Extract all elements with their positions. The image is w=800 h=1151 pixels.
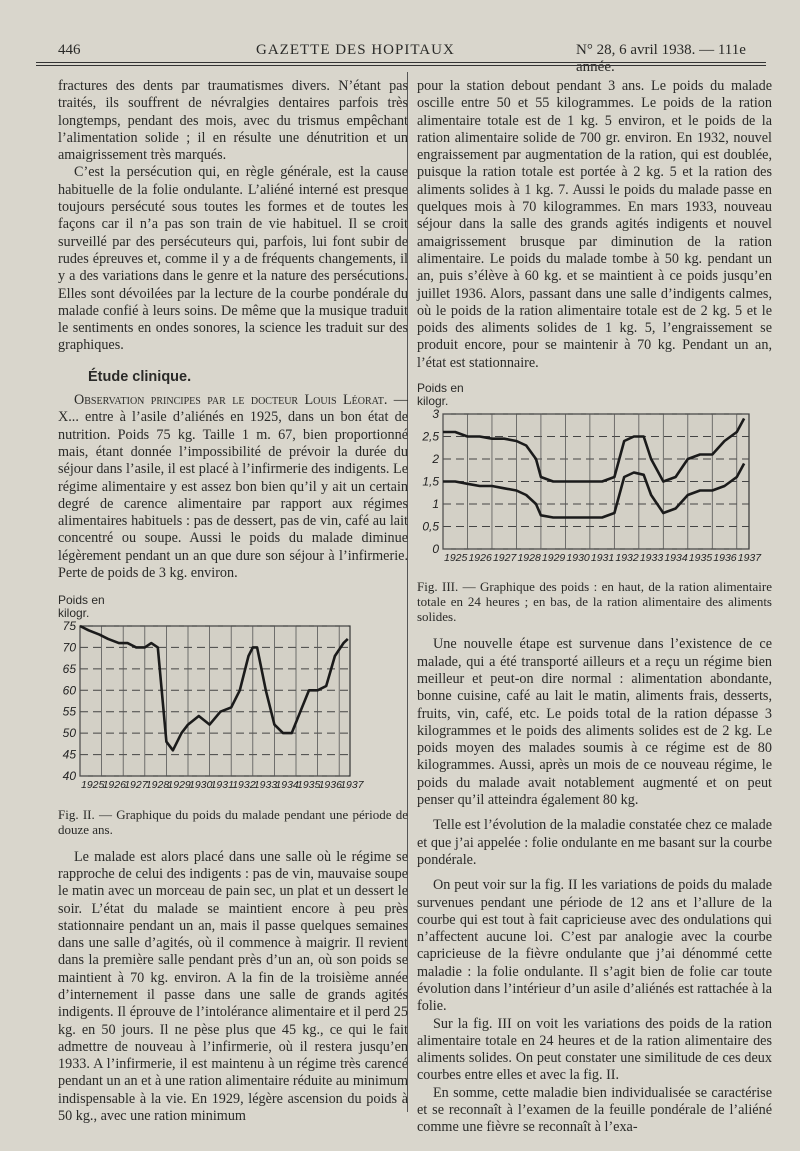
left-column (58, 78, 408, 1125)
fig2-xtick-label: 1926 (102, 779, 126, 792)
page-header (36, 38, 776, 75)
fig2-ytick-label: 55 (62, 705, 76, 720)
fig3-ylabel-line2: kilogr. (417, 394, 449, 409)
fig3-xtick-label: 1928 (517, 552, 541, 565)
fig3-caption: Fig. III. — Graphique des poids : en haut, de la ration alimentaire totale en 24 heures ; en bas, de la ration alimentaire des aliments solides. (417, 579, 772, 625)
fig2-plot-area (80, 626, 350, 776)
fig2-ytick-label: 75 (62, 619, 76, 634)
fig2-xtick-label: 1936 (318, 779, 342, 792)
fig3-xtick-label: 1929 (541, 552, 566, 565)
paragraph: En somme, cette maladie bien individualisée se caractérise et se reconnaît à l’examen de la feuille pondérale de l’aliéné comme une fièvre se reconnaît à l’exa- (417, 1084, 772, 1136)
issue-info: N° 28, 6 avril 1938. — 111e année. (576, 42, 746, 75)
fig3-xtick-label: 1935 (688, 552, 713, 565)
fig3-ytick-label: 0 (432, 542, 439, 557)
paragraph: Une nouvelle étape est survenue dans l’existence de ce malade, qui a été transporté ailleurs et a reçu un régime bien meilleur et peut-on dire normal : alimentation abondante, bonne cuisine, café au lait le matin, aliments frais, desserts, fruits, vin, café, etc. Le poids total de la ration dépasse 3 kilogrammes et le poids des aliments solides est de 2 kg. Le poids moyen des malades soumis à ce régime est de 80 kilogrammes. Aussi, après un mois de ce nouveau régime, le poids du malade avait notablement augmenté et on peut penser qu’il atteindra également 80 kg. (417, 636, 772, 809)
fig3-ylabel (417, 382, 772, 408)
fig2-xtick-label: 1937 (340, 779, 364, 792)
fig3-xtick-label: 1932 (615, 552, 639, 565)
fig2-ylabel-line1: Poids en (58, 593, 105, 608)
fig3-xtick-label: 1926 (468, 552, 492, 565)
fig3-chart (417, 407, 762, 568)
observation-lead: Observation principes par le docteur Louis Léorat. — (74, 392, 408, 409)
fig2-xtick-label: 1928 (145, 779, 170, 792)
fig2-chart (58, 619, 364, 795)
paragraph: On peut voir sur la fig. II les variations de poids du malade survenues pendant une période de 12 ans et l’allure de la courbe qui est tout à fait capricieuse avec des ondulations qui n’affectent aucune loi. C’est par analogie avec la courbe capricieuse de la fièvre ondulante que j’ai dénommé cette maladie : la folie ondulante. Il s’agit bien de folie car toute évolution dans l’intérieur d’un asile d’aliénés est rattachée à la folie. (417, 877, 772, 1015)
fig2-caption: Fig. II. — Graphique du poids du malade pendant une période de douze ans. (58, 806, 408, 837)
figure-3 (417, 382, 772, 624)
fig2-xtick-label: 1927 (124, 779, 148, 792)
fig3-ytick-label: 2 (432, 452, 439, 467)
fig3-ylabel-line1: Poids en (417, 381, 464, 396)
fig3-xtick-label: 1930 (566, 552, 590, 565)
fig3-ytick-label: 0,5 (422, 519, 439, 534)
paragraph: Le malade est alors placé dans une salle où le régime se rapproche de celui des indigents : pas de vin, mauvaise soupe le matin avec un morceau de pain sec, un plat et un dessert le soir. L’état du malade se maintient encore à peu près stationnaire pendant un an, mais il passe quelques semaines dans une salle d’agités, où il commence à maigrir. Il revient dans la première salle pendant près d’un an, où son poids se maintient à 70 kg. environ. A la fin de la troisième année d’internement il passe dans une salle de grands agités indigents. Il éprouve de l’intolérance alimentaire et il perd 25 kg. en 50 jours. Il ne pèse plus que 45 kg., ce qui le fait admettre de nouveau à l’infirmerie, où il restera jusqu’en 1933. A l’infirmerie, il est maintenu à un régime très carencé pendant un an et à une ration alimentaire réduite au minimum indispensable à la vie. En 1929, légère ascension du poids à 50 kg., avec une ration minimum (58, 848, 408, 1125)
fig2-ytick-label: 45 (62, 747, 76, 762)
fig3-xtick-label: 1936 (713, 552, 737, 565)
page-number: 446 (58, 42, 81, 58)
paragraph: fractures des dents par traumatismes divers. N’étant pas traités, ils souffrent de névralgies dentaires parfois très longtemps, pendant des mois, avec du trismus empêchant l’alimentation solide ; il en résulte une dénutrition et un amaigrissement très marqués. (58, 78, 408, 164)
fig2-ytick-label: 60 (62, 683, 76, 698)
paragraph: Telle est l’évolution de la maladie constatée chez ce malade et que j’ai appelée : folie ondulante en me basant sur la courbe pondérale. (417, 817, 772, 868)
header-rule-2 (36, 65, 766, 66)
header-rule (36, 62, 766, 63)
fig3-ytick-label: 3 (432, 407, 439, 422)
paragraph: pour la station debout pendant 3 ans. Le poids du malade oscille entre 50 et 55 kilogrammes. Le poids de la ration alimentaire totale est de 1 kg. 5 environ, et le poids de la ration alimentaire solide de 700 gr. environ. En 1932, nouvel engraissement par augmentation de la ration, qui est doublée, puisque la ration totale est portée à 2 kg. 5 et la ration des aliments solides à 1 kg. 7. Aussi le poids du malade passe en quelques mois à 70 kilogrammes. En mars 1933, nouveau séjour dans la salle des grands agités indigents et nouvel amaigrissement brusque par diminution de la ration alimentaire. Le poids du malade tombe à 50 kg. pendant un an, puis s’élève à 60 kg. et se maintient à ce poids jusqu’en juillet 1936. Alors, passant dans une salle d’indigents calmes, où le poids de la ration alimentaire totale est de 2 kg. 5 et le poids des aliments solides de 1 kg. 5, l’engraissement se produit encore, pour se maintenir à 70 kg. Pendant un an, l’état est stationnaire. (417, 78, 772, 371)
fig3-ytick-label: 1 (432, 497, 439, 512)
right-column (417, 78, 772, 1137)
fig2-ytick-label: 50 (62, 726, 76, 741)
fig2-xtick-label: 1929 (167, 779, 191, 792)
observation-body: X... entre à l’asile d’aliénés en 1925, dans un bon état de nutrition. Poids 75 kg. Taille 1 m. 67, bien proportionné mais, étant donnée l’impossibilité de prévoir la durée du séjour dans l’asile, il est placé à l’infirmerie des indigents. Le régime alimentaire y est assez bon bien qu’il y ait un certain degré de carence alimentaire par rapport aux régimes alimentaires habituels : pas de dessert, pas de vin, café au lait concentré ou soupe. Aussi le poids du malade diminue légèrement pendant un an que dure son séjour à l’infirmerie. Perte de poids de 3 kg. environ. (58, 409, 408, 582)
fig2-xtick-label: 1931 (210, 779, 234, 792)
fig3-ytick-label: 1,5 (422, 474, 439, 489)
observation-paragraph (58, 392, 408, 582)
fig3-xtick-label: 1937 (737, 552, 762, 565)
figure-2 (58, 594, 408, 836)
fig3-xtick-label: 1931 (590, 552, 615, 565)
fig2-ylabel-line2: kilogr. (58, 606, 90, 621)
fig3-xtick-label: 1933 (639, 552, 664, 565)
journal-title: GAZETTE DES HOPITAUX (256, 42, 455, 58)
fig3-ytick-label: 2,5 (422, 429, 439, 444)
fig3-xtick-label: 1925 (444, 552, 468, 565)
paragraph: Sur la fig. III on voit les variations des poids de la ration alimentaire totale en 24 heures et de la ration alimentaire des aliments solides. On peut constater une similitude de ces deux courbes entre elles et avec la fig. II. (417, 1015, 772, 1084)
fig2-xtick-label: 1935 (297, 779, 321, 792)
fig2-ylabel (58, 594, 408, 620)
section-title: Étude clinique. (88, 368, 192, 385)
fig2-xtick-label: 1933 (253, 779, 278, 792)
fig2-ytick-label: 65 (62, 662, 76, 677)
fig3-xtick-label: 1927 (492, 552, 517, 565)
fig2-xtick-label: 1925 (81, 779, 105, 792)
fig2-ytick-label: 70 (62, 640, 76, 655)
fig3-xtick-label: 1934 (664, 552, 688, 565)
fig2-xtick-label: 1932 (232, 779, 256, 792)
fig2-xtick-label: 1934 (275, 779, 299, 792)
fig2-ytick-label: 40 (62, 769, 76, 784)
fig2-xtick-label: 1930 (189, 779, 213, 792)
paragraph: C’est la persécution qui, en règle générale, est la cause habituelle de la folie ondulante. L’aliéné interné est presque toujours persécuté sous toutes les formes et de toutes les façons car il n’a pas son train de vie habituel. Il se croit surveillé par des persécuteurs qui, parfois, lui font subir de rudes épreuves et, comme il y a de fréquents changements, il y a des variations dans le genre et la nature des persécutions. Elles sont dévoilées par la lecture de la courbe pondérale du malade confié à leurs soins. De même que la musique traduit le sentiments en ondes sonores, la science les traduit sur des graphiques. (58, 164, 408, 354)
